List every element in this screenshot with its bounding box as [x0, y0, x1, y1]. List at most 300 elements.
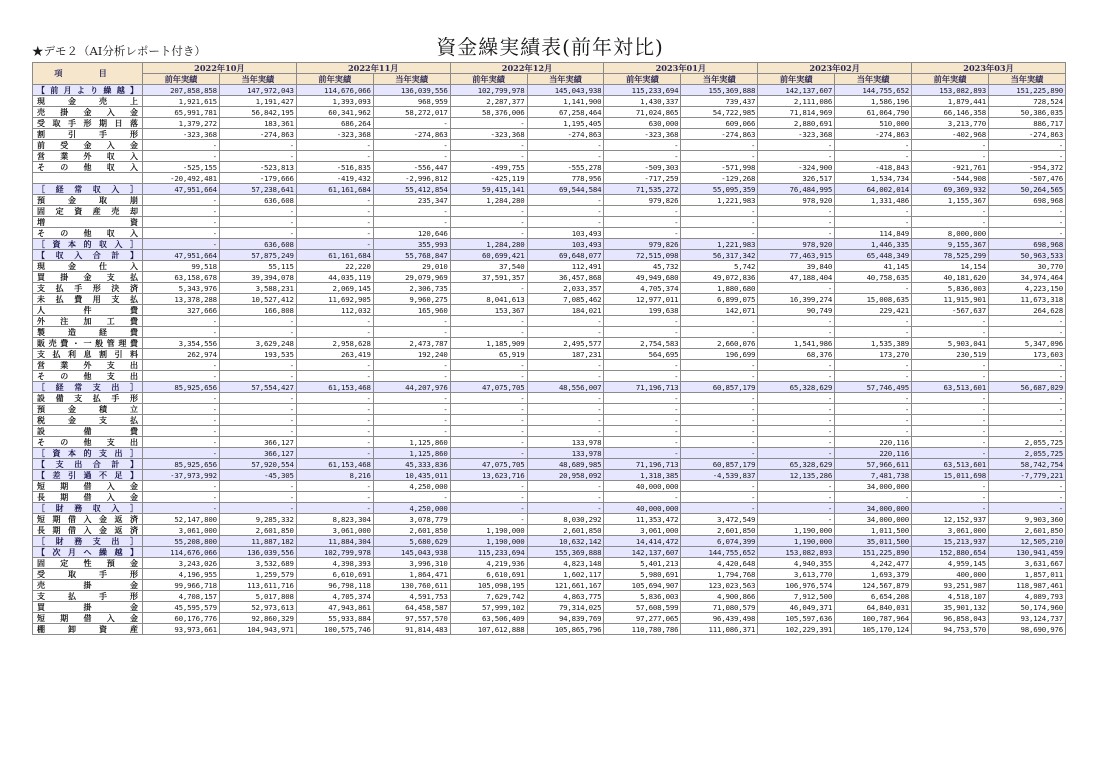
month-header: 2023年02月: [758, 63, 912, 74]
row-label: 長期借入金返済: [33, 525, 143, 536]
value-cell: 58,742,754: [988, 459, 1065, 470]
value-cell: 3,472,549: [681, 514, 758, 525]
value-cell: 7,629,742: [450, 591, 527, 602]
value-cell: 63,513,601: [912, 459, 989, 470]
value-cell: 5,903,041: [912, 338, 989, 349]
value-cell: 130,760,611: [373, 580, 450, 591]
value-cell: 1,864,471: [373, 569, 450, 580]
value-cell: 1,393,093: [296, 96, 373, 107]
value-cell: 44,207,976: [373, 382, 450, 393]
table-row: [33, 470, 1066, 481]
value-cell: -555,278: [527, 162, 604, 173]
value-cell: -: [143, 426, 220, 437]
value-cell: 778,956: [527, 173, 604, 184]
value-cell: 2,473,787: [373, 338, 450, 349]
value-cell: 47,943,861: [296, 602, 373, 613]
value-cell: -: [681, 437, 758, 448]
value-cell: 48,689,985: [527, 459, 604, 470]
value-cell: -: [450, 228, 527, 239]
value-cell: 16,399,274: [758, 294, 835, 305]
value-cell: 57,966,611: [835, 459, 912, 470]
value-cell: -: [681, 492, 758, 503]
value-cell: -: [450, 151, 527, 162]
value-cell: 6,610,691: [296, 569, 373, 580]
value-cell: 166,808: [219, 305, 296, 316]
value-cell: -: [758, 448, 835, 459]
value-cell: 173,603: [988, 349, 1065, 360]
value-cell: 94,753,570: [912, 624, 989, 635]
value-cell: 1,284,280: [450, 195, 527, 206]
value-cell: -: [758, 371, 835, 382]
value-cell: 69,369,932: [912, 184, 989, 195]
value-cell: -: [143, 481, 220, 492]
row-label: 製造経費: [33, 327, 143, 338]
table-row: [33, 624, 1066, 635]
value-cell: -: [604, 448, 681, 459]
value-cell: -: [219, 140, 296, 151]
value-cell: -: [604, 492, 681, 503]
value-cell: 979,826: [604, 239, 681, 250]
value-cell: -323,368: [143, 129, 220, 140]
value-cell: 113,611,716: [219, 580, 296, 591]
value-cell: 64,458,587: [373, 602, 450, 613]
value-cell: -: [143, 404, 220, 415]
value-cell: -: [758, 404, 835, 415]
value-cell: -: [835, 404, 912, 415]
value-cell: 2,880,691: [758, 118, 835, 129]
value-cell: -: [988, 371, 1065, 382]
table-row: [33, 503, 1066, 514]
table-row: [33, 228, 1066, 239]
value-cell: 60,857,179: [681, 382, 758, 393]
value-cell: 151,225,890: [988, 85, 1065, 96]
value-cell: -: [450, 316, 527, 327]
value-cell: -: [912, 481, 989, 492]
table-row: [33, 118, 1066, 129]
value-cell: 3,629,248: [219, 338, 296, 349]
value-cell: 34,974,464: [988, 272, 1065, 283]
value-cell: 8,000,000: [912, 228, 989, 239]
value-cell: -: [758, 360, 835, 371]
value-cell: -: [219, 217, 296, 228]
value-cell: 264,628: [988, 305, 1065, 316]
month-header: 2022年12月: [450, 63, 604, 74]
value-cell: 1,857,011: [988, 569, 1065, 580]
value-cell: 41,145: [835, 261, 912, 272]
table-row: [33, 151, 1066, 162]
value-cell: 5,980,691: [604, 569, 681, 580]
value-cell: -: [988, 217, 1065, 228]
row-label: ［資本的収入］: [33, 239, 143, 250]
value-cell: 63,158,678: [143, 272, 220, 283]
value-cell: -: [758, 228, 835, 239]
value-cell: 105,865,796: [527, 624, 604, 635]
value-cell: -: [450, 393, 527, 404]
value-cell: 147,972,043: [219, 85, 296, 96]
value-cell: 49,072,836: [681, 272, 758, 283]
value-cell: 115,233,694: [450, 547, 527, 558]
value-cell: 10,632,142: [527, 536, 604, 547]
value-cell: 3,532,689: [219, 558, 296, 569]
value-cell: 34,000,000: [835, 503, 912, 514]
value-cell: 40,181,620: [912, 272, 989, 283]
value-cell: 61,064,790: [835, 107, 912, 118]
value-cell: -: [373, 206, 450, 217]
value-cell: 1,284,280: [450, 239, 527, 250]
row-label: 【次月へ繰越】: [33, 547, 143, 558]
value-cell: -: [450, 426, 527, 437]
value-cell: 60,176,776: [143, 613, 220, 624]
row-label: 短期借入金: [33, 481, 143, 492]
value-cell: -: [912, 415, 989, 426]
value-cell: -: [219, 206, 296, 217]
value-cell: 326,517: [758, 173, 835, 184]
value-cell: 29,079,969: [373, 272, 450, 283]
value-cell: -: [758, 437, 835, 448]
value-cell: -571,998: [681, 162, 758, 173]
value-cell: 56,687,029: [988, 382, 1065, 393]
value-cell: 71,196,713: [604, 382, 681, 393]
value-cell: -: [296, 426, 373, 437]
table-row: [33, 184, 1066, 195]
value-cell: 55,115: [219, 261, 296, 272]
value-cell: -: [681, 217, 758, 228]
value-cell: 61,161,684: [296, 250, 373, 261]
row-label: 短期借入金返済: [33, 514, 143, 525]
value-cell: 96,439,498: [681, 613, 758, 624]
value-cell: 39,840: [758, 261, 835, 272]
value-cell: -: [373, 360, 450, 371]
value-cell: 5,836,003: [604, 591, 681, 602]
value-cell: 45,732: [604, 261, 681, 272]
value-cell: -: [604, 426, 681, 437]
value-cell: -: [219, 426, 296, 437]
value-cell: -: [758, 481, 835, 492]
value-cell: 230,519: [912, 349, 989, 360]
value-cell: 34,000,000: [835, 481, 912, 492]
value-cell: 45,333,836: [373, 459, 450, 470]
table-row: [33, 547, 1066, 558]
row-label: 増資: [33, 217, 143, 228]
value-cell: -: [835, 492, 912, 503]
value-cell: -: [373, 426, 450, 437]
value-cell: 183,361: [219, 118, 296, 129]
value-cell: 105,694,907: [604, 580, 681, 591]
value-cell: 2,601,850: [219, 525, 296, 536]
value-cell: 9,903,360: [988, 514, 1065, 525]
row-label: 外注加工費: [33, 316, 143, 327]
value-cell: 5,017,808: [219, 591, 296, 602]
value-cell: -: [681, 316, 758, 327]
value-cell: 220,116: [835, 437, 912, 448]
table-row: [33, 404, 1066, 415]
value-cell: -: [373, 217, 450, 228]
value-cell: 97,277,065: [604, 613, 681, 624]
value-cell: 12,977,011: [604, 294, 681, 305]
value-cell: -179,666: [219, 173, 296, 184]
row-label: 支払手形決済: [33, 283, 143, 294]
value-cell: 57,238,641: [219, 184, 296, 195]
value-cell: 187,231: [527, 349, 604, 360]
value-cell: -: [758, 492, 835, 503]
value-cell: 100,575,746: [296, 624, 373, 635]
value-cell: 65,991,781: [143, 107, 220, 118]
value-cell: -: [758, 206, 835, 217]
value-cell: 49,949,680: [604, 272, 681, 283]
value-cell: -: [835, 327, 912, 338]
value-cell: -: [912, 492, 989, 503]
value-cell: 12,135,286: [758, 470, 835, 481]
value-cell: -: [681, 426, 758, 437]
value-cell: 979,826: [604, 195, 681, 206]
value-cell: 1,794,768: [681, 569, 758, 580]
value-cell: -: [912, 316, 989, 327]
table-row: [33, 569, 1066, 580]
value-cell: -20,492,481: [143, 173, 220, 184]
value-cell: 7,481,738: [835, 470, 912, 481]
value-cell: 4,591,753: [373, 591, 450, 602]
table-row: [33, 514, 1066, 525]
value-cell: 2,111,086: [758, 96, 835, 107]
table-row: [33, 613, 1066, 624]
value-cell: -: [681, 404, 758, 415]
row-label: 税金支払: [33, 415, 143, 426]
value-cell: 3,354,556: [143, 338, 220, 349]
value-cell: 155,369,888: [527, 547, 604, 558]
value-cell: 152,880,654: [912, 547, 989, 558]
value-cell: -: [527, 195, 604, 206]
value-cell: 9,285,332: [219, 514, 296, 525]
value-cell: -: [604, 437, 681, 448]
value-cell: -: [143, 151, 220, 162]
value-cell: -324,900: [758, 162, 835, 173]
row-label: 売掛金: [33, 580, 143, 591]
value-cell: 54,722,985: [681, 107, 758, 118]
value-cell: 13,623,716: [450, 470, 527, 481]
value-cell: -: [527, 404, 604, 415]
value-cell: 11,673,318: [988, 294, 1065, 305]
value-cell: 184,021: [527, 305, 604, 316]
value-cell: 5,680,629: [373, 536, 450, 547]
value-cell: 69,648,077: [527, 250, 604, 261]
value-cell: 72,515,098: [604, 250, 681, 261]
value-cell: -: [450, 371, 527, 382]
value-cell: -: [912, 404, 989, 415]
row-label: ［財務収入］: [33, 503, 143, 514]
row-label: その他収入: [33, 162, 143, 173]
row-label: 販売費・一般管理費: [33, 338, 143, 349]
value-cell: -274,863: [988, 129, 1065, 140]
value-cell: 235,347: [373, 195, 450, 206]
row-label: 割引手形: [33, 129, 143, 140]
value-cell: 105,170,124: [835, 624, 912, 635]
value-cell: -323,368: [604, 129, 681, 140]
value-cell: -: [219, 393, 296, 404]
value-cell: -: [912, 437, 989, 448]
value-cell: -: [681, 415, 758, 426]
value-cell: -: [296, 151, 373, 162]
value-cell: -: [450, 514, 527, 525]
value-cell: 106,976,574: [758, 580, 835, 591]
value-cell: 1,693,379: [835, 569, 912, 580]
value-cell: 155,369,888: [681, 85, 758, 96]
value-cell: -556,447: [373, 162, 450, 173]
table-row: [33, 283, 1066, 294]
value-cell: 56,842,195: [219, 107, 296, 118]
value-cell: 52,147,800: [143, 514, 220, 525]
value-cell: 111,086,371: [681, 624, 758, 635]
value-cell: 60,699,421: [450, 250, 527, 261]
table-row: [33, 459, 1066, 470]
row-label: [33, 173, 143, 184]
value-cell: 57,608,599: [604, 602, 681, 613]
row-label: 固定性預金: [33, 558, 143, 569]
value-cell: -323,368: [296, 129, 373, 140]
value-cell: -: [988, 316, 1065, 327]
value-cell: 4,420,648: [681, 558, 758, 569]
row-label: その他収入: [33, 228, 143, 239]
value-cell: -418,843: [835, 162, 912, 173]
value-cell: -: [604, 206, 681, 217]
table-row: [33, 96, 1066, 107]
value-cell: -4,539,837: [681, 470, 758, 481]
value-cell: -: [988, 206, 1065, 217]
value-cell: 7,085,462: [527, 294, 604, 305]
value-cell: 93,973,661: [143, 624, 220, 635]
value-cell: 978,920: [758, 239, 835, 250]
value-cell: 29,010: [373, 261, 450, 272]
value-cell: -: [527, 492, 604, 503]
value-cell: -: [143, 316, 220, 327]
row-label: 買掛金支払: [33, 272, 143, 283]
row-label: ［経常支出］: [33, 382, 143, 393]
value-cell: 739,437: [681, 96, 758, 107]
value-cell: -: [681, 371, 758, 382]
value-cell: 12,505,210: [988, 536, 1065, 547]
value-cell: 133,978: [527, 437, 604, 448]
value-cell: 142,071: [681, 305, 758, 316]
value-cell: 133,978: [527, 448, 604, 459]
value-cell: 220,116: [835, 448, 912, 459]
value-cell: 1,430,337: [604, 96, 681, 107]
value-cell: 1,190,000: [450, 536, 527, 547]
row-label: 【収入合計】: [33, 250, 143, 261]
value-cell: -: [604, 415, 681, 426]
value-cell: 4,089,793: [988, 591, 1065, 602]
value-cell: 65,448,349: [835, 250, 912, 261]
value-cell: -: [835, 316, 912, 327]
value-cell: 1,221,983: [681, 195, 758, 206]
value-cell: -: [835, 360, 912, 371]
value-cell: 130,941,459: [988, 547, 1065, 558]
row-label: 未払費用支払: [33, 294, 143, 305]
value-cell: 327,666: [143, 305, 220, 316]
row-label: 現金仕入: [33, 261, 143, 272]
value-cell: 1,190,000: [450, 525, 527, 536]
value-cell: 564,695: [604, 349, 681, 360]
value-cell: 45,595,579: [143, 602, 220, 613]
value-cell: 55,768,847: [373, 250, 450, 261]
value-cell: -: [681, 448, 758, 459]
value-cell: -129,268: [681, 173, 758, 184]
value-cell: 199,638: [604, 305, 681, 316]
value-cell: 4,959,145: [912, 558, 989, 569]
value-cell: 55,412,854: [373, 184, 450, 195]
value-cell: 2,601,850: [681, 525, 758, 536]
value-cell: 3,613,770: [758, 569, 835, 580]
value-cell: -: [219, 503, 296, 514]
prev-year-header: 前年実績: [296, 74, 373, 85]
table-row: [33, 393, 1066, 404]
month-header: 2023年03月: [912, 63, 1066, 74]
value-cell: 112,491: [527, 261, 604, 272]
table-row: [33, 162, 1066, 173]
value-cell: 61,161,684: [296, 184, 373, 195]
value-cell: -: [219, 327, 296, 338]
value-cell: 120,646: [373, 228, 450, 239]
value-cell: 1,880,680: [681, 283, 758, 294]
value-cell: 11,353,472: [604, 514, 681, 525]
value-cell: -: [912, 503, 989, 514]
value-cell: 71,196,713: [604, 459, 681, 470]
value-cell: -: [604, 228, 681, 239]
value-cell: -: [296, 239, 373, 250]
value-cell: 1,185,909: [450, 338, 527, 349]
table-row: [33, 580, 1066, 591]
value-cell: -: [758, 327, 835, 338]
row-label: 設備費: [33, 426, 143, 437]
value-cell: -: [143, 415, 220, 426]
value-cell: -: [912, 206, 989, 217]
value-cell: -: [296, 228, 373, 239]
table-row: [33, 129, 1066, 140]
table-row: [33, 195, 1066, 206]
value-cell: 99,966,718: [143, 580, 220, 591]
value-cell: -7,779,221: [988, 470, 1065, 481]
value-cell: -: [450, 118, 527, 129]
value-cell: 1,379,272: [143, 118, 220, 129]
value-cell: 2,495,577: [527, 338, 604, 349]
value-cell: 3,243,026: [143, 558, 220, 569]
value-cell: -: [835, 140, 912, 151]
value-cell: 63,513,601: [912, 382, 989, 393]
value-cell: -: [988, 481, 1065, 492]
value-cell: 46,049,371: [758, 602, 835, 613]
value-cell: 3,588,231: [219, 283, 296, 294]
value-cell: 34,000,000: [835, 514, 912, 525]
value-cell: 136,039,556: [373, 85, 450, 96]
item-column-header: 項 目: [33, 63, 143, 85]
value-cell: 510,000: [835, 118, 912, 129]
value-cell: 47,075,705: [450, 382, 527, 393]
value-cell: -: [681, 327, 758, 338]
value-cell: -: [988, 327, 1065, 338]
value-cell: -: [296, 481, 373, 492]
value-cell: -: [296, 371, 373, 382]
value-cell: 112,032: [296, 305, 373, 316]
value-cell: 96,858,043: [912, 613, 989, 624]
value-cell: 20,958,092: [527, 470, 604, 481]
table-row: [33, 437, 1066, 448]
table-row: [33, 371, 1066, 382]
value-cell: -: [450, 415, 527, 426]
value-cell: 11,887,182: [219, 536, 296, 547]
value-cell: -: [988, 228, 1065, 239]
row-label: 預金取崩: [33, 195, 143, 206]
value-cell: 8,041,613: [450, 294, 527, 305]
value-cell: 57,999,102: [450, 602, 527, 613]
value-cell: 61,153,468: [296, 459, 373, 470]
